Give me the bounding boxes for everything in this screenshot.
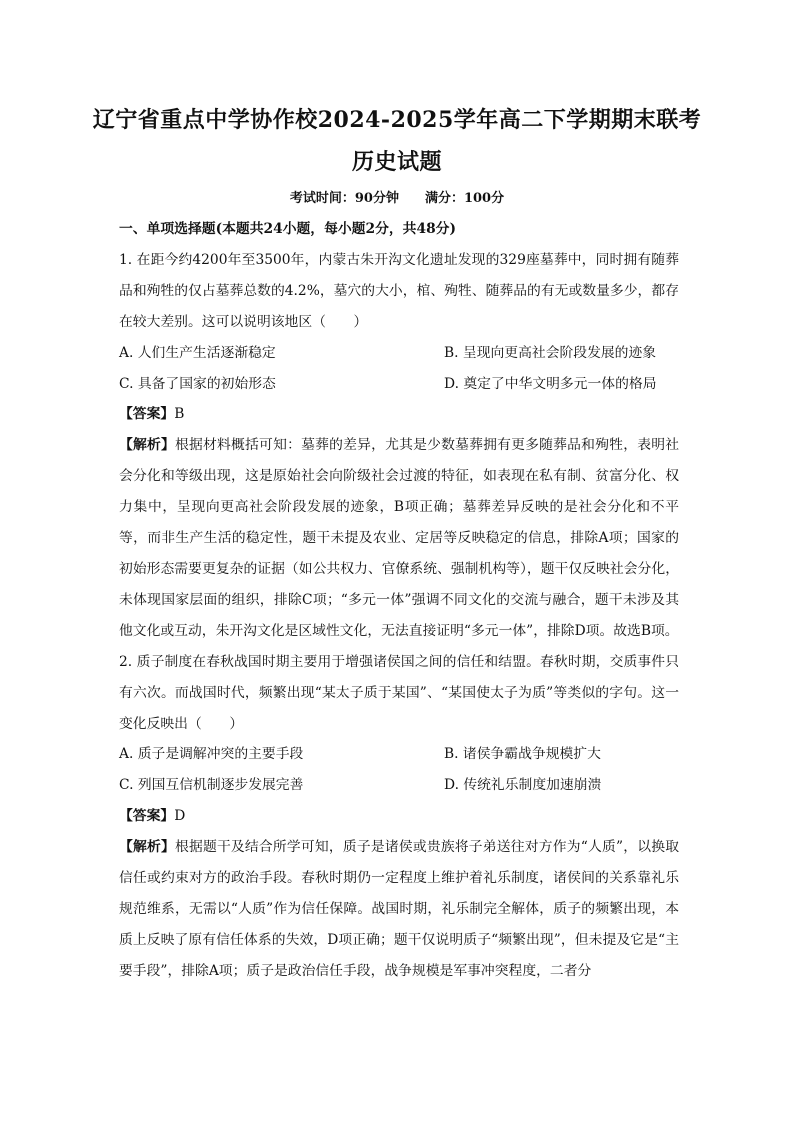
option-a: A. 质子是调解冲突的主要手段 <box>119 746 304 763</box>
document-subtitle: 历史试题 <box>351 149 442 175</box>
question-stem: 2. 质子制度在春秋战国时期主要用于增强诸侯国之间的信任和结盟。春秋时期，交质事件只有六次。而战国时代，频繁出现“某太子质于某国”、“某国使太子为质”等类似的字句。这一变化反映出（ ） <box>119 653 679 732</box>
exam-score: 满分：100分 <box>424 191 505 206</box>
analysis-paragraph <box>119 430 679 646</box>
option-b: B. 呈现向更高社会阶段发展的迹象 <box>444 344 657 361</box>
option-b: B. 诸侯争霸战争规模扩大 <box>444 746 601 763</box>
answer-value: B <box>174 406 185 423</box>
option-d: D. 传统礼乐制度加速崩溃 <box>444 777 602 794</box>
option-row <box>119 338 679 369</box>
answer-line <box>119 801 679 832</box>
question-2 <box>119 647 679 987</box>
analysis-tag: 【解析】 <box>119 437 176 454</box>
document-title: 辽宁省重点中学协作校2024-2025学年高二下学期期末联考 <box>92 107 702 133</box>
document-body <box>119 214 679 987</box>
answer-value: D <box>174 808 186 825</box>
answer-tag: 【答案】 <box>119 406 175 423</box>
option-row <box>119 739 679 770</box>
option-a: A. 人们生产生活逐渐稳定 <box>119 344 276 361</box>
analysis-text: 根据材料概括可知：墓葬的差异，尤其是少数墓葬拥有更多随葬品和殉牲，表明社会分化和等级出现，这是原始社会向阶级社会过渡的特征，如表现在私有制、贫富分化、权力集中，呈现向更高社会阶段发展的迹象，B项正确；墓葬差异反映的是社会分化和不平等，而非生产生活的稳定性，题干未提及农业、定居等反映稳定的信息，排除A项；国家的初始形态需要更复杂的证据（如公共权力、官僚系统、强制机构等），题干仅反映社会分化，未体现国家层面的组织，排除C项；“多元一体”强调不同文化的交流与融合，题干未涉及其他文化或互动，朱开沟文化是区域性文化，无法直接证明“多元一体”，排除D项。故选B项。 <box>119 437 680 639</box>
option-c: C. 列国互信机制逐步发展完善 <box>119 777 304 794</box>
analysis-tag: 【解析】 <box>119 839 175 856</box>
question-stem: 1. 在距今约4200年至3500年，内蒙古朱开沟文化遗址发现的329座墓葬中，同时拥有随葬品和殉牲的仅占墓葬总数的4.2%，墓穴的大小，棺、殉牲、随葬品的有无或数量多少，都存在较大差别。这可以说明该地区（ ） <box>119 251 679 330</box>
question-1 <box>119 245 679 647</box>
analysis-paragraph <box>119 832 679 987</box>
option-c: C. 具备了国家的初始形态 <box>119 375 276 392</box>
answer-line <box>119 399 679 430</box>
answer-tag: 【答案】 <box>119 808 175 825</box>
section-heading: 一、单项选择题(本题共24小题，每小题2分，共48分) <box>119 221 456 237</box>
option-row <box>119 369 679 400</box>
analysis-text: 根据题干及结合所学可知，质子是诸侯或贵族将子弟送往对方作为“人质”，以换取信任或约束对方的政治手段。春秋时期仍一定程度上维护着礼乐制度，诸侯间的关系靠礼乐规范维系，无需以“人质”作为信任保障。战国时期，礼乐制完全解体，质子的频繁出现，本质上反映了原有信任体系的失效，D项正确；题干仅说明质子“频繁出现”，但未提及它是“主要手段”，排除A项；质子是政治信任手段，战争规模是军事冲突程度，二者分 <box>119 839 679 979</box>
option-row <box>119 770 679 801</box>
exam-time: 考试时间：90分钟 <box>289 191 399 206</box>
exam-info <box>0 187 794 206</box>
option-d: D. 奠定了中华文明多元一体的格局 <box>444 375 657 392</box>
